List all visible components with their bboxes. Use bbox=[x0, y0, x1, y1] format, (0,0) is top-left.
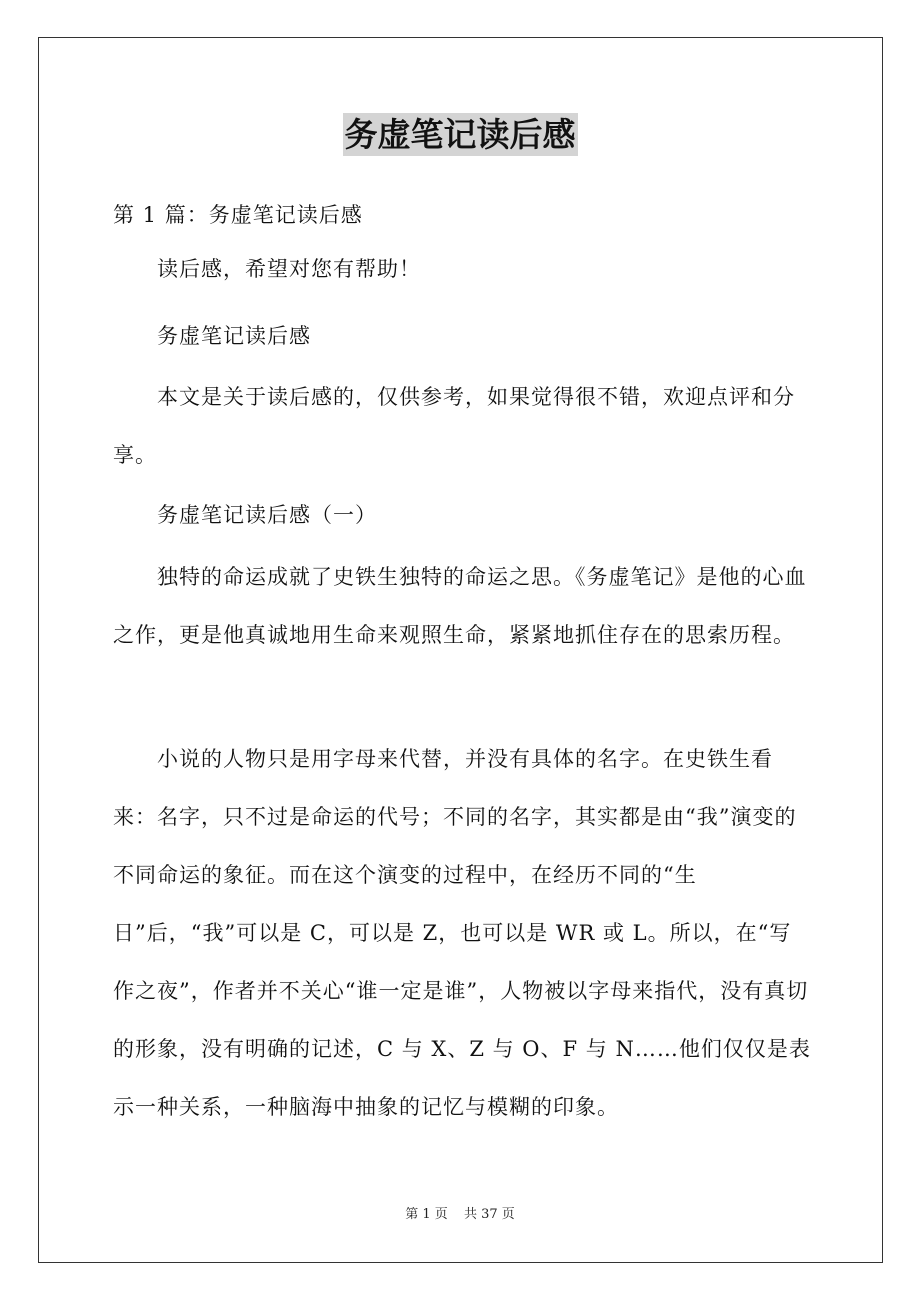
paragraph: 读后感，希望对您有帮助！ bbox=[157, 257, 421, 281]
paragraph: 独特的命运成就了史铁生独特的命运之思。《务虚笔记》是他的心血之作，更是他真诚地用生命来观照生命，紧紧地抓住存在的思索历程。 bbox=[113, 565, 807, 647]
page-total: 共 37 页 bbox=[463, 1207, 515, 1222]
paragraph: 小说的人物只是用字母来代替，并没有具体的名字。在史铁生看来：名字，只不过是命运的代号；不同的名字，其实都是由“我”演变的不同命运的象征。而在这个演变的过程中，在经历不同的“生日”后，“我”可以是 C，可以是 Z，也可以是 WR 或 L。所以，在“写作之夜”，作者并不关心“谁一定是谁”，人物被以字母来指代，没有真切的形象，没有明确的记述，C 与 X、Z 与 O、F 与 N……他们仅仅是表示一种关系，一种脑海中抽象的记忆与模糊的印象。 bbox=[113, 747, 811, 1119]
section-heading: 第 1 篇：务虚笔记读后感 bbox=[113, 203, 363, 227]
paragraph: 务虚笔记读后感 bbox=[157, 324, 311, 348]
document-title bbox=[0, 110, 920, 160]
page-footer bbox=[0, 1205, 920, 1225]
page-number: 第 1 页 bbox=[405, 1207, 448, 1222]
paragraph: 务虚笔记读后感（一） bbox=[157, 503, 377, 527]
document-title-text: 务虚笔记读后感 bbox=[344, 115, 576, 154]
paragraph: 本文是关于读后感的，仅供参考，如果觉得很不错，欢迎点评和分享。 bbox=[113, 385, 795, 467]
